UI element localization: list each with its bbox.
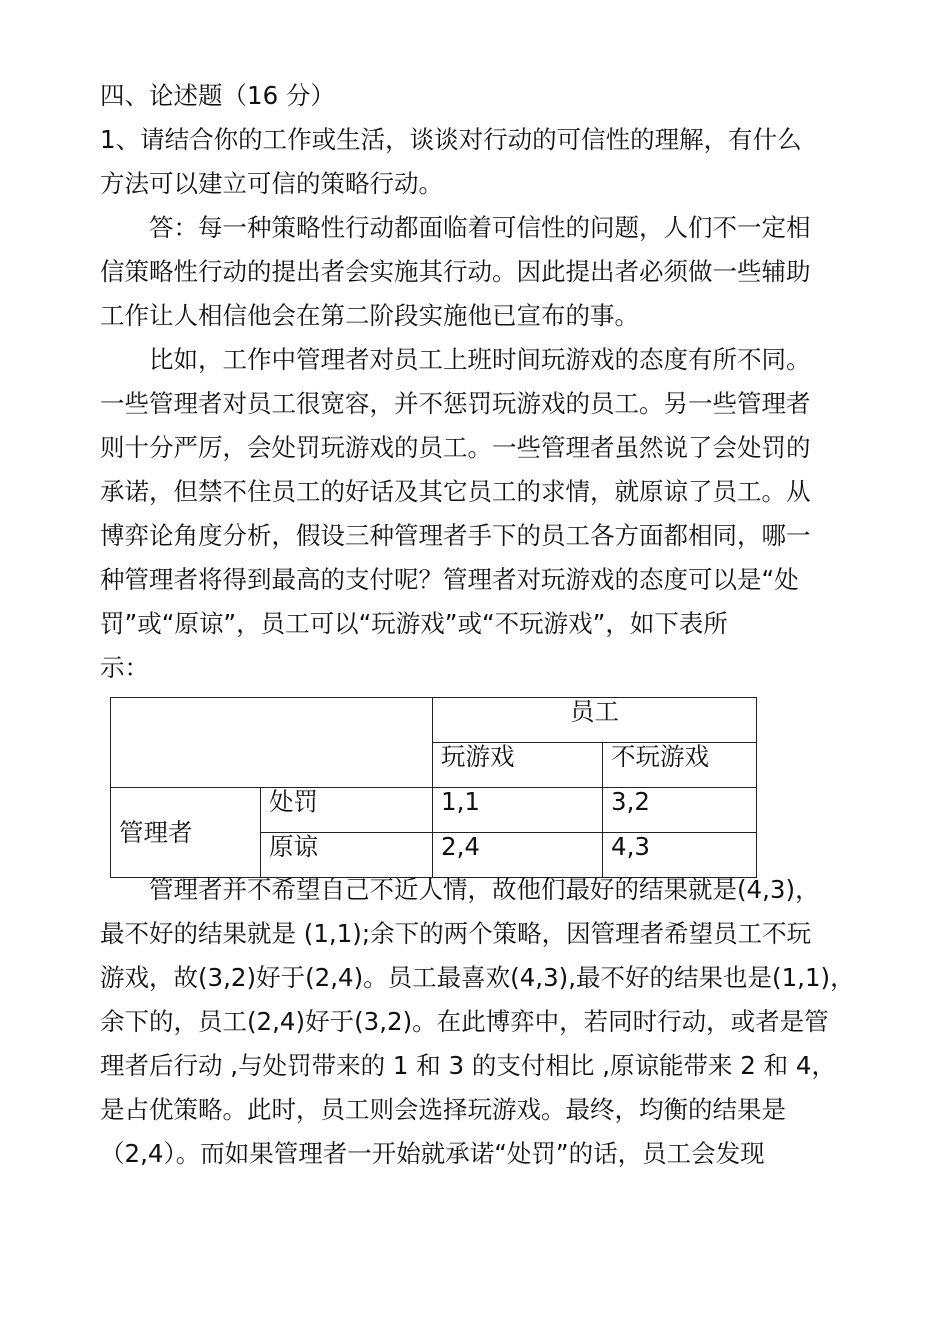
- answer-line: 最不好的结果就是 (1,1);余下的两个策略，因管理者希望员工不玩: [100, 919, 812, 948]
- answer-line: 工作让人相信他会在第二阶段实施他已宣布的事。: [100, 301, 639, 330]
- answer-line: （2,4）。而如果管理者一开始就承诺“处罚”的话，员工会发现: [100, 1139, 765, 1168]
- answer-line: 游戏，故(3,2)好于(2,4)。员工最喜欢(4,3),最不好的结果也是(1,1)，: [100, 963, 855, 992]
- table-row: [111, 788, 757, 833]
- answer-line: 博弈论角度分析，假设三种管理者手下的员工各方面都相同，哪一: [100, 521, 811, 550]
- answer-line: 种管理者将得到最高的支付呢？管理者对玩游戏的态度可以是“处: [100, 565, 799, 594]
- answer-line: 示：: [100, 653, 149, 682]
- row-strategy-header: 原谅: [261, 833, 433, 878]
- answer-line: 罚”或“原谅”，员工可以“玩游戏”或“不玩游戏”，如下表所: [100, 609, 728, 638]
- payoff-cell: 3,2: [603, 788, 757, 833]
- payoff-table: [110, 697, 757, 878]
- document-body: [100, 74, 845, 690]
- question-line: 1、请结合你的工作或生活，谈谈对行动的可信性的理解，有什么: [100, 125, 802, 154]
- answer-line: 答：每一种策略性行动都面临着可信性的问题，人们不一定相: [149, 213, 811, 242]
- answer-line: 理者后行动 ,与处罚带来的 1 和 3 的支付相比 ,原谅能带来 2 和 4，: [100, 1051, 837, 1080]
- answer-line: 余下的，员工(2,4)好于(3,2)。在此博弈中，若同时行动，或者是管: [100, 1007, 829, 1036]
- row-strategy-header: 处罚: [261, 788, 433, 833]
- section-heading: 四、论述题（16 分）: [100, 81, 335, 110]
- answer-line: 比如，工作中管理者对员工上班时间玩游戏的态度有所不同。: [149, 345, 811, 374]
- table-corner-cell: [111, 698, 433, 788]
- answer-line: 信策略性行动的提出者会实施其行动。因此提出者必须做一些辅助: [100, 257, 811, 286]
- row-player-header: 管理者: [111, 788, 261, 878]
- answer-paragraph-3: [100, 868, 855, 1176]
- payoff-cell: 1,1: [433, 788, 603, 833]
- answer-line: 是占优策略。此时，员工则会选择玩游戏。最终，均衡的结果是: [100, 1095, 786, 1124]
- payoff-cell: 2,4: [433, 833, 603, 878]
- question-block: [100, 118, 845, 206]
- column-strategy-header: 不玩游戏: [603, 743, 757, 788]
- answer-line: 承诺，但禁不住员工的好话及其它员工的求情，就原谅了员工。从: [100, 477, 811, 506]
- answer-line: 管理者并不希望自己不近人情，故他们最好的结果就是(4,3)，: [149, 875, 820, 904]
- column-strategy-header: 玩游戏: [433, 743, 603, 788]
- table-header-row: [111, 698, 757, 743]
- payoff-cell: 4,3: [603, 833, 757, 878]
- answer-paragraph-1: [100, 206, 845, 338]
- answer-paragraph-2: [100, 338, 845, 690]
- answer-line: 一些管理者对员工很宽容，并不惩罚玩游戏的员工。另一些管理者: [100, 389, 811, 418]
- column-player-header: 员工: [433, 698, 757, 743]
- question-line: 方法可以建立可信的策略行动。: [100, 169, 443, 198]
- answer-line: 则十分严厉，会处罚玩游戏的员工。一些管理者虽然说了会处罚的: [100, 433, 811, 462]
